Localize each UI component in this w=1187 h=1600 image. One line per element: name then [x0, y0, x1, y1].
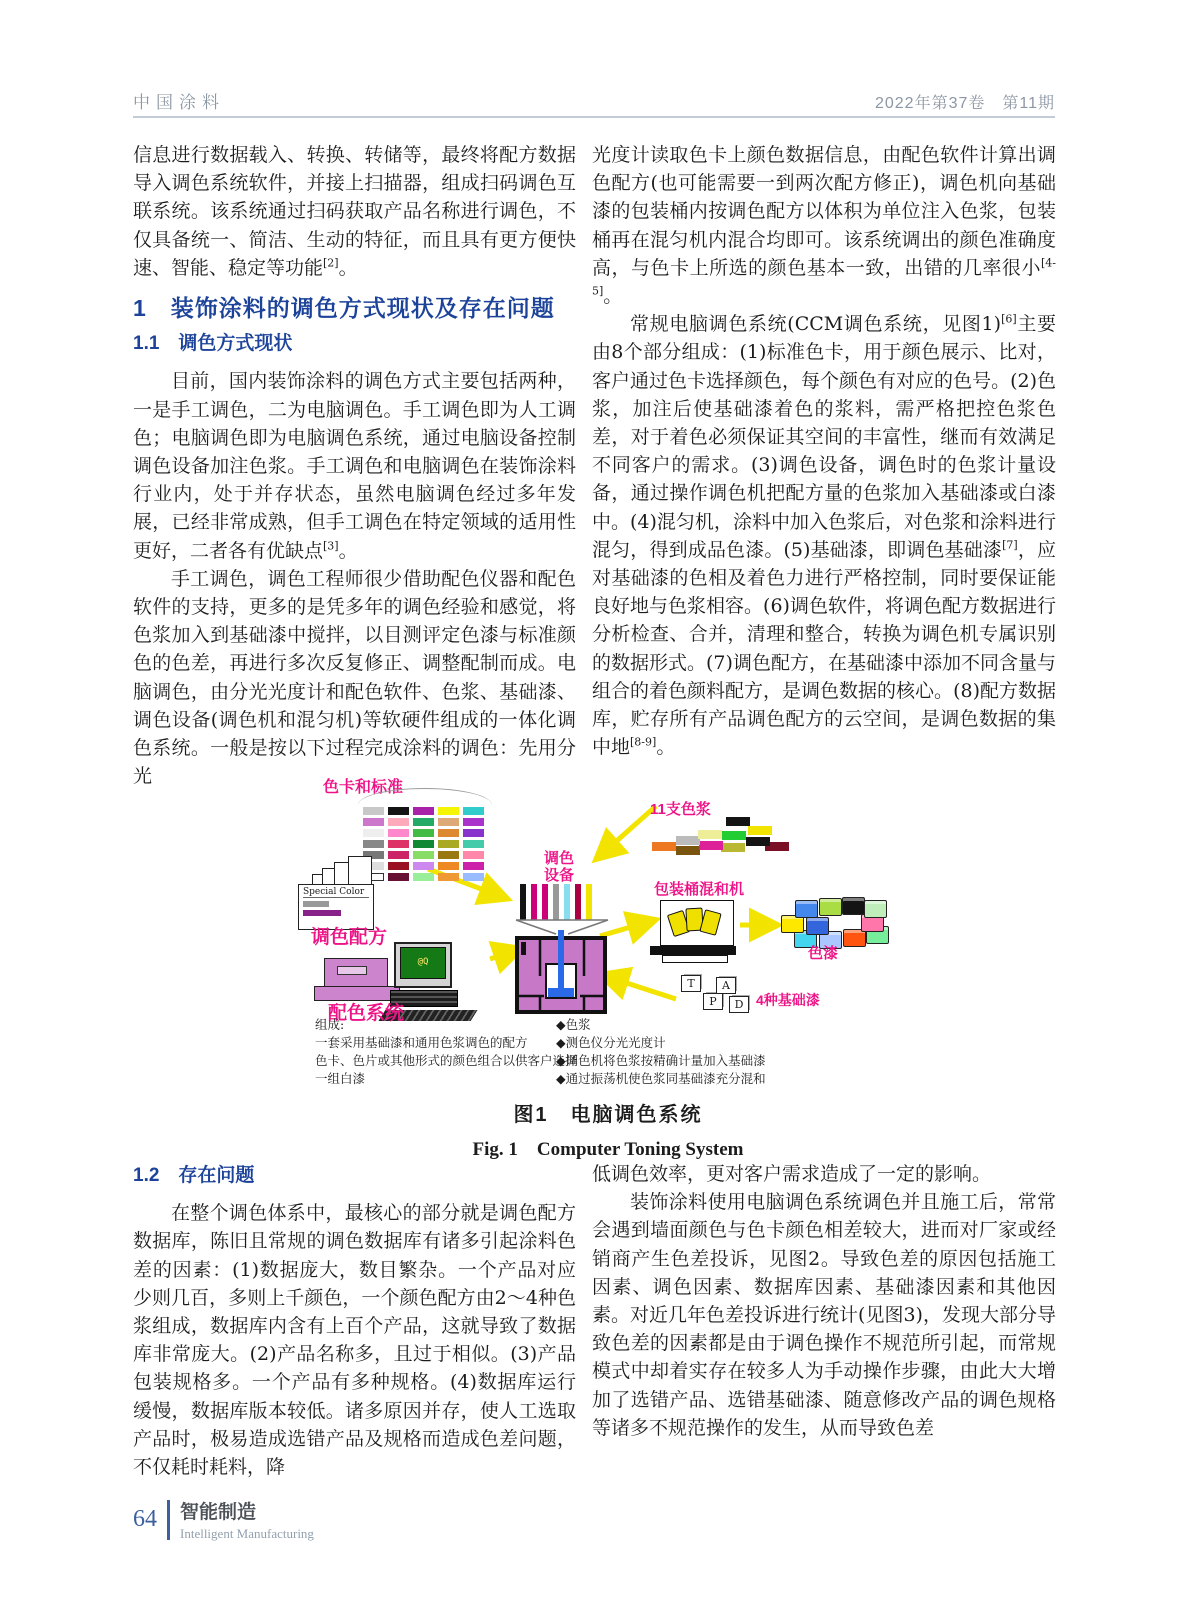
label-tinting-device: 调色设备 [543, 850, 574, 884]
paste-block [652, 842, 676, 851]
dispenser-bar [531, 884, 537, 920]
card-purple-bar [303, 910, 341, 916]
monitor-illustration [394, 942, 452, 988]
figure-caption-zh: 图1 电脑调色系统 [513, 1104, 703, 1126]
text-run: 目前，国内装饰涂料的调色方式主要包括两种，一是手工调色，二为电脑调色。手工调色即为人工调色；电脑调色即为电脑调色系统，通过电脑设备控制调色设备加注色浆。手工调色和电脑调色在装饰涂料行业内，处于并存状态，虽然电脑调色经过多年发展，已经非常成熟，但手工调色在特定领域的适用性更好，二者各有优缺点 [133, 370, 576, 562]
issue-info: 2022年第37卷 第11期 [874, 95, 1055, 112]
color-swatch [413, 807, 434, 815]
text-run: 在整个调色体系中，最核心的部分就是调色配方数据库，陈旧且常规的调色数据库有诸多引起涂料色差的因素：(1)数据庞大，数目繁杂。一个产品对应少则几百，多则上千颜色，一个颜色配方由2～4种色浆组成，数据库内含有上百个产品，这就导致了数据库非常庞大。(2)产品名称多，且过于相似。(3)产品包装规格多。一个产品有多种规格。(4)数据库运行缓慢，数据库版本较低。诸多原因并存，使人工选取产品时，极易造成选错产品及规格而造成色差问题，不仅耗时耗料，降 [133, 1202, 576, 1479]
figure-note-line: ◆调色机将色浆按精确计量加入基础漆 [556, 1053, 766, 1068]
printer-slot [337, 966, 367, 975]
label-paint: 色漆 [808, 945, 839, 962]
figure-canvas [278, 772, 938, 1024]
text-run: 低调色效率，更对客户需求造成了一定的影响。 [592, 1163, 992, 1185]
color-swatch [388, 851, 409, 859]
paragraph [592, 310, 1056, 761]
figure-note-line: 色卡、色片或其他形式的颜色组合以供客户选择 [315, 1053, 578, 1068]
color-swatch [463, 862, 484, 870]
color-swatch [413, 818, 434, 826]
figure-note-line: 一组白漆 [315, 1071, 366, 1086]
header-rule [133, 116, 1055, 118]
paste-block [726, 817, 750, 826]
figure-1 [278, 772, 938, 1161]
figure-note-line: ◆通过振荡机使色浆同基础漆充分混和 [556, 1071, 766, 1086]
arrow-system-to-device [490, 951, 514, 959]
paint-can [806, 917, 829, 935]
footer-divider [167, 1500, 170, 1540]
paragraph [133, 565, 576, 791]
swatch-row [363, 862, 484, 870]
paint-can [795, 900, 818, 918]
dispenser-bar [553, 884, 559, 920]
color-swatch [413, 873, 434, 881]
figure-notes [278, 1016, 938, 1090]
paragraph [592, 141, 1056, 310]
color-swatch [363, 807, 384, 815]
card-gray-bar [303, 901, 329, 907]
text-run: 信息进行数据载入、转换、转储等，最终将配方数据导入调色系统软件，并接上扫描器，组成扫码调色互联系统。该系统通过扫码获取产品名称进行调色，不仅具备统一、简洁、生动的特征，而且具有更方便快速、智能、稳定等功能 [133, 144, 576, 279]
label-color-card: 色卡和标准 [323, 779, 404, 796]
text-run: 装饰涂料使用电脑调色系统调色并且施工后，常常会遇到墙面颜色与色卡颜色相差较大，进而对厂家或经销商产生色差投诉，见图2。导致色差的原因包括施工因素、调色因素、数据库因素、基础漆因素和其他因素。对近几年色差投诉进行统计(见图3)，发现大部分导致色差的因素都是由于调色操作不规范所引起，而常规模式中却着实存在较多人为手动操作步骤，由此大大增加了选错产品、选错基础漆、随意修改产品的调色规格等诸多不规范操作的发生，从而导致色差 [592, 1191, 1056, 1439]
text-run: 。 [656, 736, 676, 759]
figure-note-line: ◆测色仪分光光度计 [556, 1035, 666, 1050]
citation-marker: [4-5] [592, 256, 1056, 298]
color-swatch [463, 818, 484, 826]
paste-block [676, 836, 700, 845]
label-base-paints: 4种基础漆 [756, 992, 820, 1008]
subsection-heading-1-1: 1.1 调色方式现状 [133, 333, 293, 355]
color-swatch [463, 840, 484, 848]
color-swatch [463, 829, 484, 837]
color-swatch [438, 818, 459, 826]
color-swatch [363, 829, 384, 837]
figure-note-line: ◆色浆 [556, 1017, 591, 1032]
color-swatch [388, 829, 409, 837]
left-column-bottom [133, 1160, 576, 1481]
color-swatch [438, 807, 459, 815]
paragraph [133, 1199, 576, 1481]
color-swatch [388, 873, 409, 881]
arrow-base-to-device [608, 977, 676, 999]
base-paint-cube: P [703, 993, 723, 1010]
monitor-screen: @Q [400, 947, 446, 979]
base-paint-cube: D [729, 996, 749, 1013]
color-swatch [438, 829, 459, 837]
color-swatch [388, 840, 409, 848]
citation-marker: [7] [1002, 538, 1018, 552]
paragraph [133, 367, 576, 564]
figure-notes-left [315, 1016, 578, 1088]
citation-marker: [2] [323, 256, 339, 270]
color-swatch [388, 807, 409, 815]
page-number: 64 [133, 1506, 157, 1532]
swatch-row [363, 829, 484, 837]
label-formula: 调色配方 [311, 927, 388, 948]
printer-illustration [324, 958, 388, 988]
paragraph [592, 1188, 1056, 1442]
swatch-row [363, 818, 484, 826]
paste-block [748, 826, 772, 835]
color-swatch-grid [363, 807, 484, 884]
right-column-top [592, 141, 1056, 761]
tinting-machine [514, 918, 610, 1017]
figure-notes-right [556, 1016, 886, 1088]
paint-can [819, 898, 842, 916]
dispenser-bar [586, 884, 592, 920]
text-run: 主要由8个部分组成：(1)标准色卡，用于颜色展示、比对，客户通过色卡选择颜色，每个颜色有对应的色号。(2)色浆，加注后使基础漆着色的浆料，需严格把控色浆色差，对于着色必须保证其空间的丰富性，继而有效满足不同客户的需求。(3)调色设备，调色时的色浆计量设备，通过操作调色机把配方量的色浆加入基础漆或白漆中。(4)混匀机，涂料中加入色浆后，对色浆和涂料进行混匀，得到成品色漆。(5)基础漆，即调色基础漆 [592, 313, 1056, 561]
paste-block [722, 831, 746, 840]
label-mixer: 包装桶混和机 [654, 881, 745, 898]
mixer-shelf [662, 955, 728, 963]
label-matching-system: 配色系统 [328, 1003, 405, 1024]
figure-note-line: 组成: [315, 1017, 345, 1032]
base-paint-cube: T [681, 975, 701, 992]
citation-marker: [3] [323, 539, 339, 553]
text-run: 常规电脑调色系统(CCM调色系统，见图1) [630, 313, 1002, 336]
color-swatch [388, 862, 409, 870]
color-swatch [413, 851, 434, 859]
swatch-row [363, 807, 484, 815]
paint-can [842, 897, 865, 915]
footer-column [180, 1497, 314, 1542]
text-run: 。 [338, 539, 358, 562]
color-swatch [363, 840, 384, 848]
color-swatch [438, 851, 459, 859]
color-swatch [413, 840, 434, 848]
dispenser-bar [575, 884, 581, 920]
citation-marker: [8-9] [630, 735, 657, 749]
base-paint-cube: A [716, 977, 736, 994]
left-column-top [133, 141, 576, 790]
dispenser-bar [520, 884, 526, 920]
paint-can [864, 900, 887, 918]
paragraph [133, 141, 576, 282]
color-swatch [463, 807, 484, 815]
paste-block [699, 841, 723, 850]
text-run: 。 [603, 285, 623, 308]
figure-caption-en: Fig. 1 Computer Toning System [472, 1139, 744, 1160]
footer-column-title: 智能制造 [180, 1502, 257, 1523]
color-swatch [363, 818, 384, 826]
label-pastes: 11支色浆 [650, 801, 711, 818]
color-swatch [463, 873, 484, 881]
color-swatch [413, 862, 434, 870]
swatch-row [363, 840, 484, 848]
text-run: 。 [338, 256, 358, 279]
figure-note-line: 一套采用基础漆和通用色浆调色的配方 [315, 1035, 528, 1050]
color-swatch [413, 829, 434, 837]
section-heading-1: 1 装饰涂料的调色方式现状及存在问题 [133, 295, 555, 322]
paste-block [721, 843, 745, 852]
special-color-card-title: Special Color [303, 887, 369, 898]
right-column-bottom [592, 1160, 1056, 1442]
paragraph [592, 1160, 1056, 1188]
dispenser-bars [520, 884, 592, 920]
swatch-row [363, 873, 484, 881]
journal-name: 中国涂料 [133, 93, 225, 112]
arrow-pastes-to-device [602, 806, 656, 854]
subsection-heading-1-2: 1.2 存在问题 [133, 1165, 255, 1186]
text-run: ，应对基础漆的色相及着色力进行严格控制，同时要保证能良好地与色浆相容。(6)调色软件，将调色配方数据进行分析检查、合并，清理和整合，转换为调色机专属识别的数据形式。(7)调色配方，在基础漆中添加不同含量与组合的着色颜料配方，是调色数据的核心。(8)配方数据库，贮存所有产品调色配方的云空间，是调色数据的集中地 [592, 538, 1056, 759]
text-run: 光度计读取色卡上颜色数据信息，由配色软件计算出调色配方(也可能需要一到两次配方修正)，调色机向基础漆的包装桶内按调色配方以体积为单位注入色浆，包装桶再在混匀机内混合均即可。该系统调出的颜色准确度高，与色卡上所选的颜色基本一致，出错的几率很小 [592, 144, 1056, 279]
paste-block [676, 846, 700, 855]
text-run: 手工调色，调色工程师很少借助配色仪器和配色软件的支持，更多的是凭多年的调色经验和感觉，将色浆加入到基础漆中搅拌，以目测评定色漆与标准颜色的色差，再进行多次反复修正、调整配制而成。电脑调色，由分光光度计和配色软件、色浆、基础漆、调色设备(调色机和混匀机)等软硬件组成的一体化调色系统。一般是按以下过程完成涂料的调色：先用分光 [133, 567, 576, 788]
color-swatch [438, 862, 459, 870]
swatch-row [363, 851, 484, 859]
color-swatch [388, 818, 409, 826]
color-swatch [463, 851, 484, 859]
page-footer [133, 1497, 314, 1542]
footer-column-subtitle: Intelligent Manufacturing [180, 1526, 314, 1541]
dispenser-bar [564, 884, 570, 920]
paste-block [698, 830, 722, 839]
citation-marker: [6] [1001, 312, 1017, 326]
color-swatch [438, 873, 459, 881]
color-swatch [438, 840, 459, 848]
paint-stream [558, 930, 564, 990]
dispenser-bar [542, 884, 548, 920]
mixer-base-bar [650, 946, 736, 955]
paste-block [746, 837, 770, 846]
